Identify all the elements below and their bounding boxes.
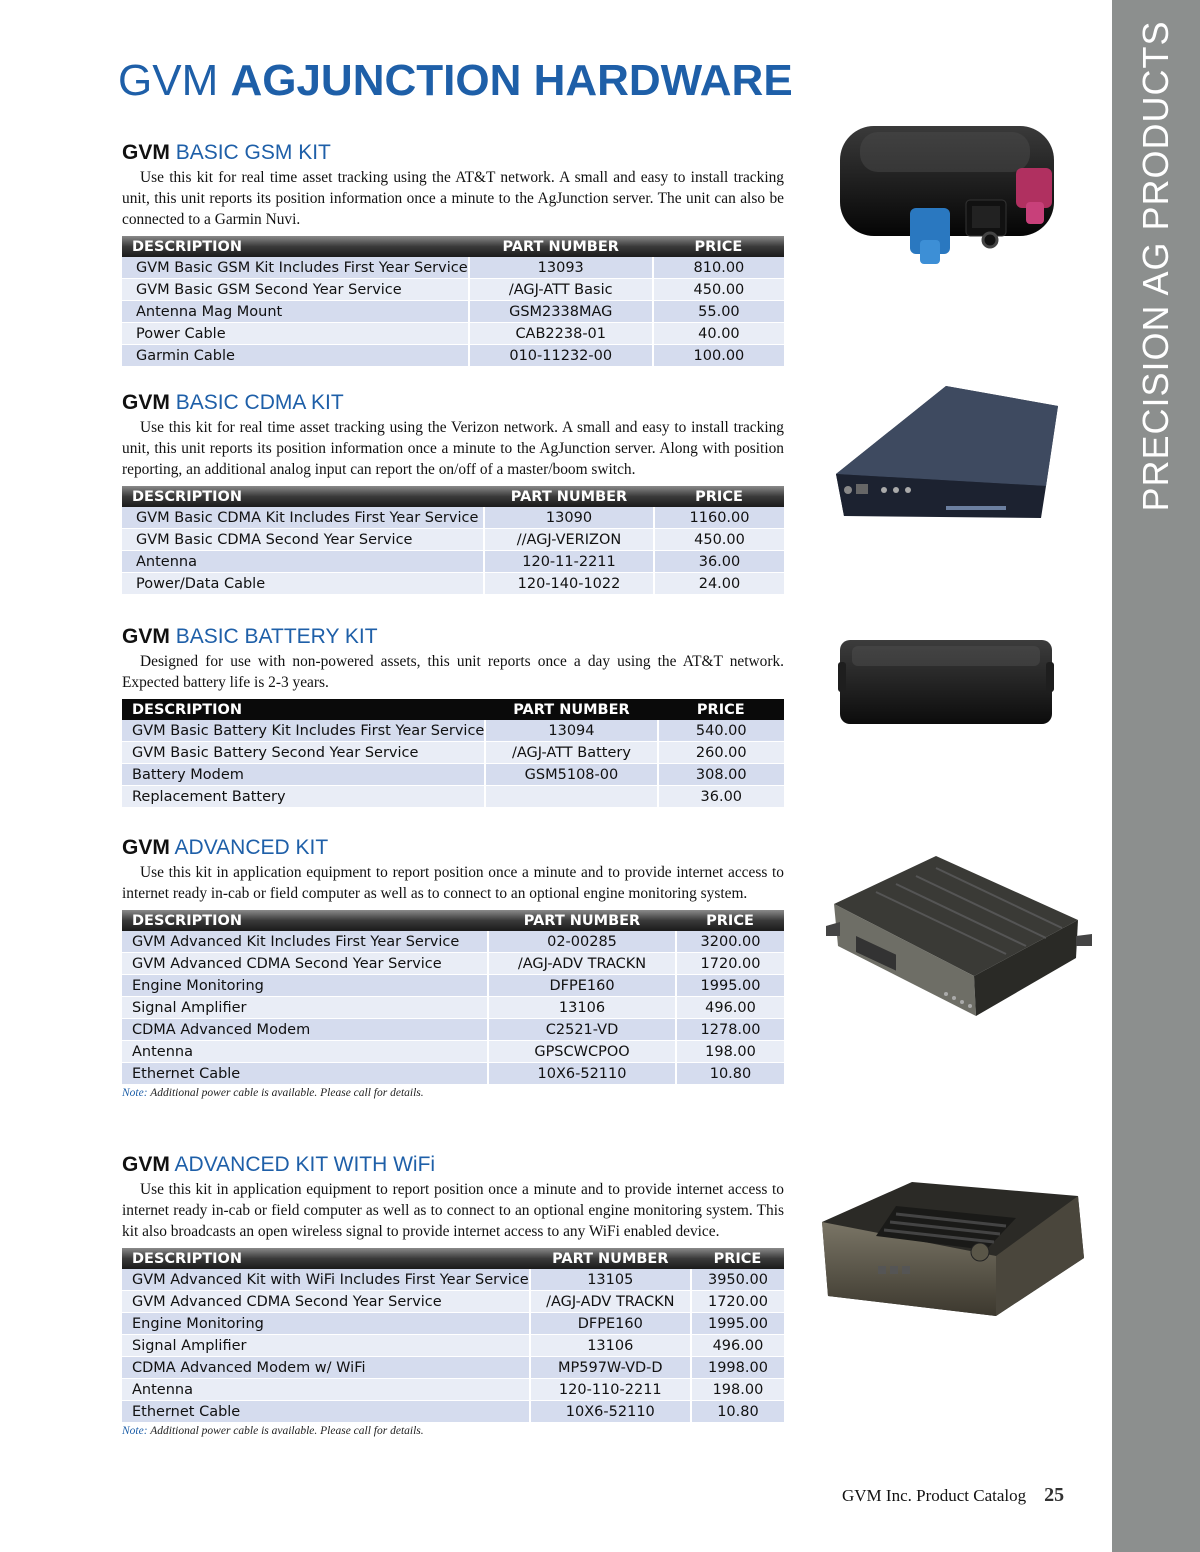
cell-price: 1995.00: [691, 1313, 784, 1335]
table-row: [122, 1019, 784, 1041]
section-description: Designed for use with non-powered assets, this unit reports once a day using the AT&T network. Expected battery life is 2-3 years.: [122, 653, 784, 691]
cell-part-number: 13093: [469, 257, 653, 279]
cell-price: 24.00: [654, 573, 784, 595]
table-row: [122, 931, 784, 953]
header-description: DESCRIPTION: [122, 236, 469, 257]
cell-part-number: GSM5108-00: [485, 764, 657, 786]
cell-price: 198.00: [691, 1379, 784, 1401]
cell-part-number: 13090: [484, 507, 654, 529]
section-advanced-kit: [122, 836, 784, 1099]
table-row: [122, 786, 784, 808]
cell-price: 1278.00: [676, 1019, 784, 1041]
header-description: DESCRIPTION: [122, 1248, 530, 1269]
table-row: [122, 573, 784, 595]
table-row: [122, 997, 784, 1019]
header-part-number: PART NUMBER: [484, 486, 654, 507]
cell-part-number: 120-110-2211: [530, 1379, 691, 1401]
cell-description: Antenna: [122, 1041, 488, 1063]
cell-price: 1720.00: [691, 1291, 784, 1313]
section-advanced-kit-wifi: [122, 1153, 784, 1437]
cell-description: Antenna: [122, 551, 484, 573]
header-price: PRICE: [676, 910, 784, 931]
table-row: [122, 323, 784, 345]
section-basic-cdma-kit: [122, 391, 784, 595]
header-part-number: PART NUMBER: [530, 1248, 691, 1269]
price-table: [122, 1248, 784, 1423]
cell-part-number: //AGJ-VERIZON: [484, 529, 654, 551]
cell-price: 1998.00: [691, 1357, 784, 1379]
cell-part-number: /AGJ-ATT Basic: [469, 279, 653, 301]
section-title: [122, 836, 784, 860]
cell-part-number: /AGJ-ADV TRACKN: [488, 953, 676, 975]
cell-description: Antenna Mag Mount: [122, 301, 469, 323]
page-title: [118, 56, 793, 106]
cell-price: 3950.00: [691, 1269, 784, 1291]
table-row: [122, 1063, 784, 1085]
table-header-row: [122, 1248, 784, 1269]
cell-description: GVM Basic GSM Second Year Service: [122, 279, 469, 301]
note-text: Additional power cable is available. Please call for details.: [150, 1425, 424, 1437]
cell-price: 496.00: [676, 997, 784, 1019]
section-description: Use this kit for real time asset tracking using the Verizon network. A small and easy to install tracking unit, this unit reports its position information once a minute to the AgJunction server. Along with position reporting, an additional analog input can report the on/off of a master/boom switch.: [122, 419, 784, 478]
cell-description: GVM Basic Battery Second Year Service: [122, 742, 485, 764]
cell-part-number: 010-11232-00: [469, 345, 653, 367]
cell-price: 260.00: [658, 742, 784, 764]
section-description: Use this kit for real time asset tracking using the AT&T network. A small and easy to install tracking unit, this unit reports its position information once a minute to the AgJunction server. The unit can also be connected to a Garmin Nuvi.: [122, 169, 784, 228]
cell-part-number: /AGJ-ATT Battery: [485, 742, 657, 764]
table-row: [122, 953, 784, 975]
cell-description: CDMA Advanced Modem w/ WiFi: [122, 1357, 530, 1379]
header-part-number: PART NUMBER: [485, 699, 657, 720]
cell-description: GVM Advanced CDMA Second Year Service: [122, 953, 488, 975]
section-basic-battery-kit: [122, 625, 784, 808]
cell-part-number: /AGJ-ADV TRACKN: [530, 1291, 691, 1313]
section-title: [122, 625, 784, 649]
section-title: [122, 1153, 784, 1177]
cell-part-number: 13105: [530, 1269, 691, 1291]
page-number: 25: [1044, 1484, 1065, 1506]
cell-part-number: [485, 786, 657, 808]
cdma-tracker-image: [826, 366, 1066, 526]
cell-description: Battery Modem: [122, 764, 485, 786]
cell-price: 308.00: [658, 764, 784, 786]
cell-part-number: MP597W-VD-D: [530, 1357, 691, 1379]
header-description: DESCRIPTION: [122, 699, 485, 720]
table-note: [122, 1087, 784, 1099]
note-label: Note:: [122, 1425, 148, 1437]
section-name: BASIC GSM KIT: [175, 141, 331, 164]
header-price: PRICE: [653, 236, 784, 257]
table-row: [122, 257, 784, 279]
cell-description: Ethernet Cable: [122, 1401, 530, 1423]
cell-price: 496.00: [691, 1335, 784, 1357]
cell-description: Antenna: [122, 1379, 530, 1401]
section-name: BASIC CDMA KIT: [175, 391, 344, 414]
table-row: [122, 529, 784, 551]
section-description: Use this kit in application equipment to report position once a minute and to provide internet access to internet ready in-cab or field computer as well as to connect to an optional engine monitoring system.: [122, 864, 784, 902]
table-header-row: [122, 236, 784, 257]
header-part-number: PART NUMBER: [488, 910, 676, 931]
header-description: DESCRIPTION: [122, 486, 484, 507]
cell-description: GVM Advanced Kit Includes First Year Service: [122, 931, 488, 953]
price-table: [122, 910, 784, 1085]
cell-part-number: 13094: [485, 720, 657, 742]
table-header-row: [122, 910, 784, 931]
table-row: [122, 1401, 784, 1423]
section-brand: GVM: [122, 836, 170, 859]
table-header-row: [122, 699, 784, 720]
cell-part-number: 120-11-2211: [484, 551, 654, 573]
cell-price: 1995.00: [676, 975, 784, 997]
cell-part-number: CAB2238-01: [469, 323, 653, 345]
table-row: [122, 507, 784, 529]
cell-description: GVM Basic GSM Kit Includes First Year Service: [122, 257, 469, 279]
gsm-tracker-image: [830, 112, 1070, 272]
wifi-modem-image: [816, 1166, 1096, 1336]
table-row: [122, 1041, 784, 1063]
cell-part-number: DFPE160: [488, 975, 676, 997]
footer-catalog-name: GVM Inc. Product Catalog: [842, 1486, 1027, 1505]
cell-description: GVM Basic Battery Kit Includes First Year Service: [122, 720, 485, 742]
price-table: [122, 699, 784, 808]
section-title: [122, 141, 784, 165]
table-row: [122, 1291, 784, 1313]
cell-description: Garmin Cable: [122, 345, 469, 367]
section-name: ADVANCED KIT: [174, 836, 329, 859]
cell-price: 55.00: [653, 301, 784, 323]
cell-price: 40.00: [653, 323, 784, 345]
note-label: Note:: [122, 1087, 148, 1099]
table-row: [122, 1335, 784, 1357]
cell-part-number: C2521-VD: [488, 1019, 676, 1041]
section-brand: GVM: [122, 141, 170, 164]
cell-price: 540.00: [658, 720, 784, 742]
cell-description: CDMA Advanced Modem: [122, 1019, 488, 1041]
cell-description: Signal Amplifier: [122, 997, 488, 1019]
cell-price: 810.00: [653, 257, 784, 279]
table-row: [122, 1269, 784, 1291]
cell-price: 3200.00: [676, 931, 784, 953]
table-row: [122, 720, 784, 742]
page-title-brand: GVM: [118, 56, 231, 105]
header-part-number: PART NUMBER: [469, 236, 653, 257]
cell-price: 198.00: [676, 1041, 784, 1063]
table-row: [122, 742, 784, 764]
cell-description: GVM Advanced Kit with WiFi Includes First Year Service: [122, 1269, 530, 1291]
section-brand: GVM: [122, 391, 170, 414]
battery-tracker-image: [836, 632, 1056, 732]
cell-description: GVM Advanced CDMA Second Year Service: [122, 1291, 530, 1313]
page-footer: [842, 1484, 1064, 1507]
cell-price: 100.00: [653, 345, 784, 367]
table-header-row: [122, 486, 784, 507]
section-brand: GVM: [122, 625, 170, 648]
cell-part-number: 120-140-1022: [484, 573, 654, 595]
cell-part-number: 13106: [530, 1335, 691, 1357]
section-title: [122, 391, 784, 415]
cell-part-number: 10X6-52110: [488, 1063, 676, 1085]
header-price: PRICE: [658, 699, 784, 720]
cell-price: 10.80: [691, 1401, 784, 1423]
cell-price: 36.00: [658, 786, 784, 808]
section-name: ADVANCED KIT WITH WiFi: [174, 1153, 436, 1176]
cell-part-number: 10X6-52110: [530, 1401, 691, 1423]
cell-price: 10.80: [676, 1063, 784, 1085]
table-row: [122, 345, 784, 367]
cell-price: 450.00: [654, 529, 784, 551]
advanced-modem-image: [826, 846, 1096, 1026]
cell-description: Replacement Battery: [122, 786, 485, 808]
cell-description: Ethernet Cable: [122, 1063, 488, 1085]
table-row: [122, 301, 784, 323]
cell-description: GVM Basic CDMA Kit Includes First Year Service: [122, 507, 484, 529]
table-row: [122, 279, 784, 301]
note-text: Additional power cable is available. Please call for details.: [150, 1087, 424, 1099]
cell-price: 1160.00: [654, 507, 784, 529]
cell-part-number: 02-00285: [488, 931, 676, 953]
sidebar-label: PRECISION AG PRODUCTS: [1135, 20, 1176, 512]
section-name: BASIC BATTERY KIT: [175, 625, 378, 648]
cell-price: 36.00: [654, 551, 784, 573]
cell-description: Power Cable: [122, 323, 469, 345]
cell-description: Signal Amplifier: [122, 1335, 530, 1357]
table-note: [122, 1425, 784, 1437]
section-basic-gsm-kit: [122, 141, 784, 367]
cell-part-number: DFPE160: [530, 1313, 691, 1335]
table-row: [122, 1357, 784, 1379]
section-description: Use this kit in application equipment to report position once a minute and to provide internet access to internet ready in-cab or field computer as well as to connect to an optional engine monitoring system. This kit also broadcasts an open wireless signal to provide internet access to any WiFi enabled device.: [122, 1181, 784, 1240]
cell-description: GVM Basic CDMA Second Year Service: [122, 529, 484, 551]
price-table: [122, 486, 784, 595]
cell-description: Power/Data Cable: [122, 573, 484, 595]
header-price: PRICE: [691, 1248, 784, 1269]
cell-price: 450.00: [653, 279, 784, 301]
cell-part-number: GPSCWCPOO: [488, 1041, 676, 1063]
cell-description: Engine Monitoring: [122, 1313, 530, 1335]
cell-description: Engine Monitoring: [122, 975, 488, 997]
cell-part-number: GSM2338MAG: [469, 301, 653, 323]
table-row: [122, 1379, 784, 1401]
cell-price: 1720.00: [676, 953, 784, 975]
header-description: DESCRIPTION: [122, 910, 488, 931]
page-title-main: AGJUNCTION HARDWARE: [230, 56, 793, 105]
section-brand: GVM: [122, 1153, 170, 1176]
price-table: [122, 236, 784, 367]
cell-part-number: 13106: [488, 997, 676, 1019]
table-row: [122, 1313, 784, 1335]
table-row: [122, 764, 784, 786]
header-price: PRICE: [654, 486, 784, 507]
table-row: [122, 975, 784, 997]
table-row: [122, 551, 784, 573]
